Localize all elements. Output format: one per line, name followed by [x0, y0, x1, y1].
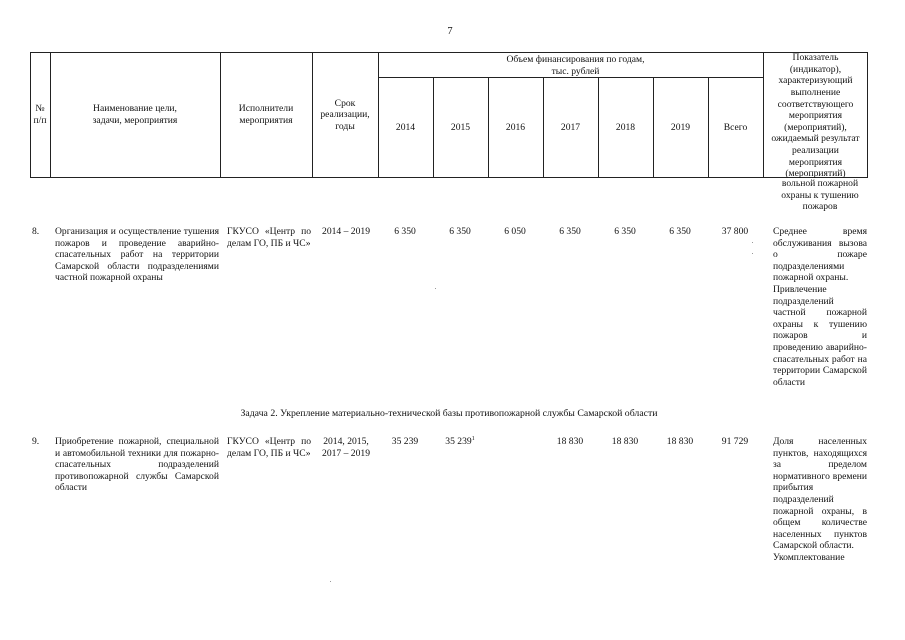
row-value-2015: 6 350	[449, 226, 471, 237]
row-name: Организация и осуществление тушения пожаров и проведение аварийно-спасательных работ на территории Самарской области подразделениями частной пожарной охраны	[55, 226, 219, 284]
row-executor: ГКУСО «Центр по делам ГО, ПБ и ЧС»	[227, 436, 311, 459]
header-total: Всего	[723, 121, 748, 133]
header-year-2015: 2015	[450, 121, 471, 133]
row-value-2014: 6 350	[394, 226, 416, 237]
indicator-continuation-text: вольной пожарной охраны к тушению пожаров	[781, 178, 859, 213]
header-year-2018: 2018	[615, 121, 636, 133]
row-value-2017: 18 830	[556, 436, 584, 447]
row-value-2015	[435, 436, 485, 448]
row-value-total: 91 729	[721, 436, 749, 447]
row-term: 2014 – 2019	[322, 226, 370, 237]
scan-speck	[435, 288, 436, 289]
header-year-2016: 2016	[505, 121, 526, 133]
header-year-2014: 2014	[395, 121, 416, 133]
row-indicator	[773, 436, 867, 564]
row-term: 2014, 2015, 2017 – 2019	[322, 436, 370, 459]
row-indicator-text: Привлечение подразделений частной пожарной охраны к тушению пожаров и проведению аварийно-спасательных работ на территории Самарской области	[773, 283, 867, 388]
scan-speck	[330, 581, 331, 582]
row-value-2019: 6 350	[669, 226, 691, 237]
row-value-2018: 18 830	[611, 436, 639, 447]
header-num: № п/п	[33, 103, 47, 126]
scan-speck	[752, 253, 753, 254]
header-name: Наименование цели, задачи, мероприятия	[92, 103, 178, 126]
row-indicator-text: Среднее время обслуживания вызова о пожаре подразделениями пожарной охраны.	[773, 226, 867, 284]
row-value-2018: 6 350	[614, 226, 636, 237]
header-year-2017: 2017	[560, 121, 581, 133]
header-term: Срок реализации, годы	[320, 97, 370, 132]
row-indicator-text: Укомплектование	[773, 551, 845, 563]
row-indicator-text: Доля населенных пунктов, находящихся за пределом нормативного времени прибытия подразделений пожарной охраны, в общем количестве населенных пунктов Самарской области.	[773, 436, 867, 552]
row-executor: ГКУСО «Центр по делам ГО, ПБ и ЧС»	[227, 226, 311, 249]
header-executor: Исполнители мероприятия	[238, 103, 294, 126]
row-value-2019: 18 830	[666, 436, 694, 447]
page-number: 7	[447, 26, 453, 37]
row-value-2016: 6 050	[504, 226, 526, 237]
scan-speck	[752, 242, 753, 243]
task-heading: Задача 2. Укрепление материально-технической базы противопожарной службы Самарской области	[240, 408, 658, 419]
header-indicator: Показатель (индикатор), характеризующий выполнение соответствующего мероприятия (мероприятий), ожидаемый результат реализации мероприятия (мероприятий)	[771, 52, 860, 180]
header-financing: Объем финансирования по годам, тыс. рублей	[506, 53, 645, 77]
indicator-continuation	[773, 178, 867, 213]
header-year-2019: 2019	[670, 121, 691, 133]
row-value-2015-text: 35 239	[445, 436, 472, 447]
row-value-2017: 6 350	[559, 226, 581, 237]
row-num: 8.	[32, 226, 40, 237]
row-value-2014: 35 239	[391, 436, 419, 447]
row-indicator	[773, 226, 867, 388]
table-header	[30, 52, 868, 178]
row-value-total: 37 800	[721, 226, 749, 237]
row-num: 9.	[32, 436, 40, 447]
footnote-mark: 1	[471, 435, 475, 442]
row-name: Приобретение пожарной, специальной и автомобильной техники для пожарно-спасательных подразделений противопожарной службы Самарской области	[55, 436, 219, 494]
